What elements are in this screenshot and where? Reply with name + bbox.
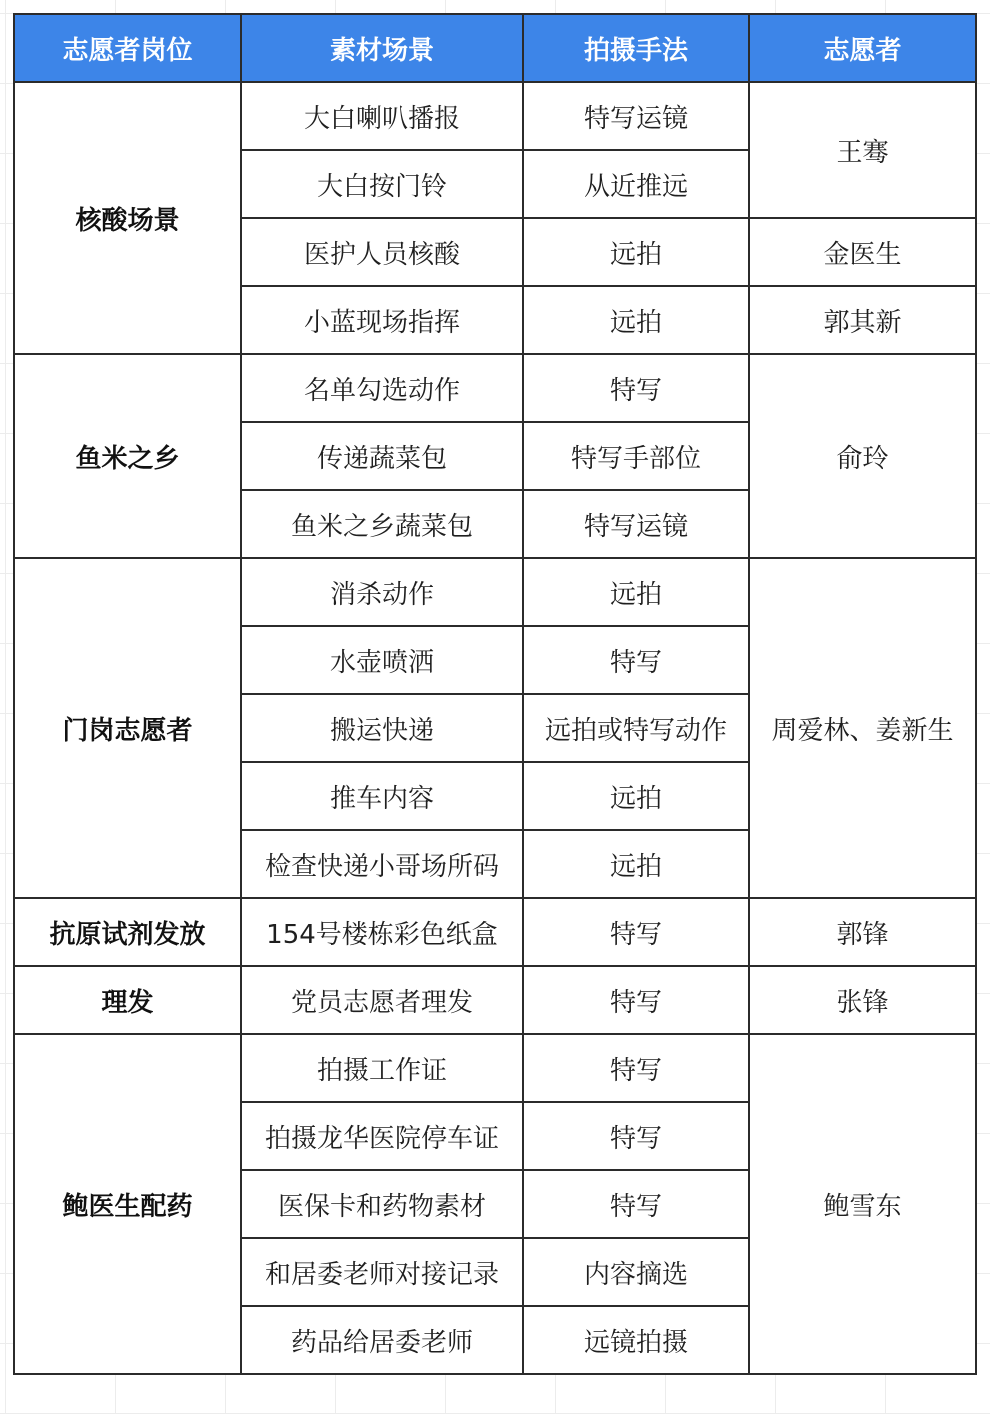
cell-scene[interactable]: 检查快递小哥场所码: [241, 830, 523, 898]
cell-method[interactable]: 远拍: [523, 218, 749, 286]
cell-scene[interactable]: 鱼米之乡蔬菜包: [241, 490, 523, 558]
table-row: [14, 82, 976, 150]
cell-method[interactable]: 特写运镜: [523, 82, 749, 150]
cell-method[interactable]: 特写运镜: [523, 490, 749, 558]
table-row: [14, 966, 976, 1034]
cell-method[interactable]: 特写: [523, 1034, 749, 1102]
cell-method[interactable]: 特写手部位: [523, 422, 749, 490]
cell-method[interactable]: 特写: [523, 1102, 749, 1170]
table-row: [14, 354, 976, 422]
cell-method[interactable]: 远拍: [523, 830, 749, 898]
cell-method[interactable]: 特写: [523, 354, 749, 422]
cell-method[interactable]: 从近推远: [523, 150, 749, 218]
cell-scene[interactable]: 大白喇叭播报: [241, 82, 523, 150]
table-row: [14, 558, 976, 626]
volunteer-shooting-table: [13, 13, 977, 1375]
header-position[interactable]: 志愿者岗位: [14, 14, 241, 82]
cell-volunteer[interactable]: 鲍雪东: [749, 1034, 976, 1374]
header-row: [14, 14, 976, 82]
cell-method[interactable]: 远拍或特写动作: [523, 694, 749, 762]
cell-volunteer[interactable]: 俞玲: [749, 354, 976, 558]
table-row: [14, 898, 976, 966]
cell-scene[interactable]: 推车内容: [241, 762, 523, 830]
cell-position[interactable]: 核酸场景: [14, 82, 241, 354]
cell-volunteer[interactable]: 周爱林、姜新生: [749, 558, 976, 898]
cell-method[interactable]: 远镜拍摄: [523, 1306, 749, 1374]
cell-method[interactable]: 特写: [523, 626, 749, 694]
cell-scene[interactable]: 154号楼栋彩色纸盒: [241, 898, 523, 966]
cell-method[interactable]: 远拍: [523, 286, 749, 354]
cell-scene[interactable]: 消杀动作: [241, 558, 523, 626]
cell-scene[interactable]: 传递蔬菜包: [241, 422, 523, 490]
table-body: [14, 82, 976, 1374]
cell-scene[interactable]: 小蓝现场指挥: [241, 286, 523, 354]
cell-position[interactable]: 鱼米之乡: [14, 354, 241, 558]
cell-method[interactable]: 远拍: [523, 762, 749, 830]
cell-scene[interactable]: 医护人员核酸: [241, 218, 523, 286]
header-scene[interactable]: 素材场景: [241, 14, 523, 82]
cell-position[interactable]: 抗原试剂发放: [14, 898, 241, 966]
table-row: [14, 1034, 976, 1102]
cell-scene[interactable]: 医保卡和药物素材: [241, 1170, 523, 1238]
cell-scene[interactable]: 药品给居委老师: [241, 1306, 523, 1374]
cell-method[interactable]: 内容摘选: [523, 1238, 749, 1306]
cell-scene[interactable]: 名单勾选动作: [241, 354, 523, 422]
cell-method[interactable]: 特写: [523, 966, 749, 1034]
cell-scene[interactable]: 拍摄龙华医院停车证: [241, 1102, 523, 1170]
cell-scene[interactable]: 搬运快递: [241, 694, 523, 762]
cell-method[interactable]: 远拍: [523, 558, 749, 626]
cell-scene[interactable]: 和居委老师对接记录: [241, 1238, 523, 1306]
cell-method[interactable]: 特写: [523, 898, 749, 966]
cell-scene[interactable]: 水壶喷洒: [241, 626, 523, 694]
cell-volunteer[interactable]: 郭其新: [749, 286, 976, 354]
cell-volunteer[interactable]: 郭锋: [749, 898, 976, 966]
cell-volunteer[interactable]: 金医生: [749, 218, 976, 286]
cell-volunteer[interactable]: 王骞: [749, 82, 976, 218]
cell-position[interactable]: 理发: [14, 966, 241, 1034]
cell-position[interactable]: 鲍医生配药: [14, 1034, 241, 1374]
header-volunteer[interactable]: 志愿者: [749, 14, 976, 82]
cell-position[interactable]: 门岗志愿者: [14, 558, 241, 898]
cell-scene[interactable]: 党员志愿者理发: [241, 966, 523, 1034]
cell-method[interactable]: 特写: [523, 1170, 749, 1238]
cell-scene[interactable]: 大白按门铃: [241, 150, 523, 218]
header-method[interactable]: 拍摄手法: [523, 14, 749, 82]
cell-volunteer[interactable]: 张锋: [749, 966, 976, 1034]
cell-scene[interactable]: 拍摄工作证: [241, 1034, 523, 1102]
